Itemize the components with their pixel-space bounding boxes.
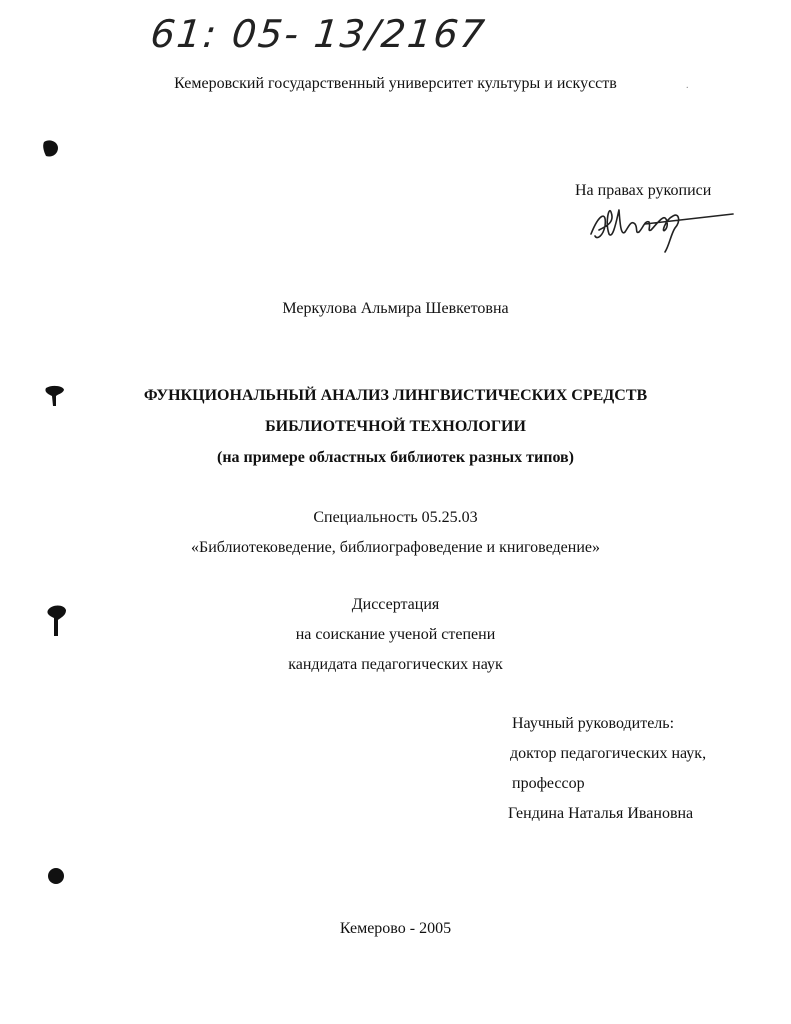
punch-hole-mark: [42, 138, 62, 160]
supervisor-degree: доктор педагогических наук,: [510, 745, 707, 762]
handwritten-archive-number: 61: 05- 13/2167: [148, 12, 489, 56]
degree-purpose: на соискание ученой степени: [295, 626, 496, 643]
supervisor-label: Научный руководитель:: [512, 715, 675, 732]
author-name: Меркулова Альмира Шевкетовна: [282, 300, 509, 317]
city-year: Кемерово - 2005: [339, 920, 452, 937]
dissertation-label: Диссертация: [351, 596, 440, 613]
signature-image: [585, 196, 735, 258]
punch-hole-mark: [44, 384, 68, 408]
supervisor-name: Гендина Наталья Ивановна: [508, 805, 694, 822]
degree-name: кандидата педагогических наук: [288, 656, 503, 673]
punch-hole-mark: [46, 866, 66, 886]
rights-note: На правах рукописи: [575, 182, 712, 199]
dissertation-title-line-2: БИБЛИОТЕЧНОЙ ТЕХНОЛОГИИ: [265, 418, 526, 435]
dissertation-subtitle: (на примере областных библиотек разных типов): [216, 449, 575, 466]
specialty-code: Специальность 05.25.03: [313, 509, 478, 526]
supervisor-title: профессор: [512, 775, 585, 792]
dissertation-title-line-1: ФУНКЦИОНАЛЬНЫЙ АНАЛИЗ ЛИНГВИСТИЧЕСКИХ СРЕДСТВ: [143, 387, 648, 404]
scan-mark: .: [686, 80, 689, 91]
specialty-name: «Библиотековедение, библиографоведение и книговедение»: [191, 539, 600, 556]
university-name: Кемеровский государственный университет культуры и искусств: [174, 75, 617, 92]
punch-hole-mark: [46, 604, 70, 638]
